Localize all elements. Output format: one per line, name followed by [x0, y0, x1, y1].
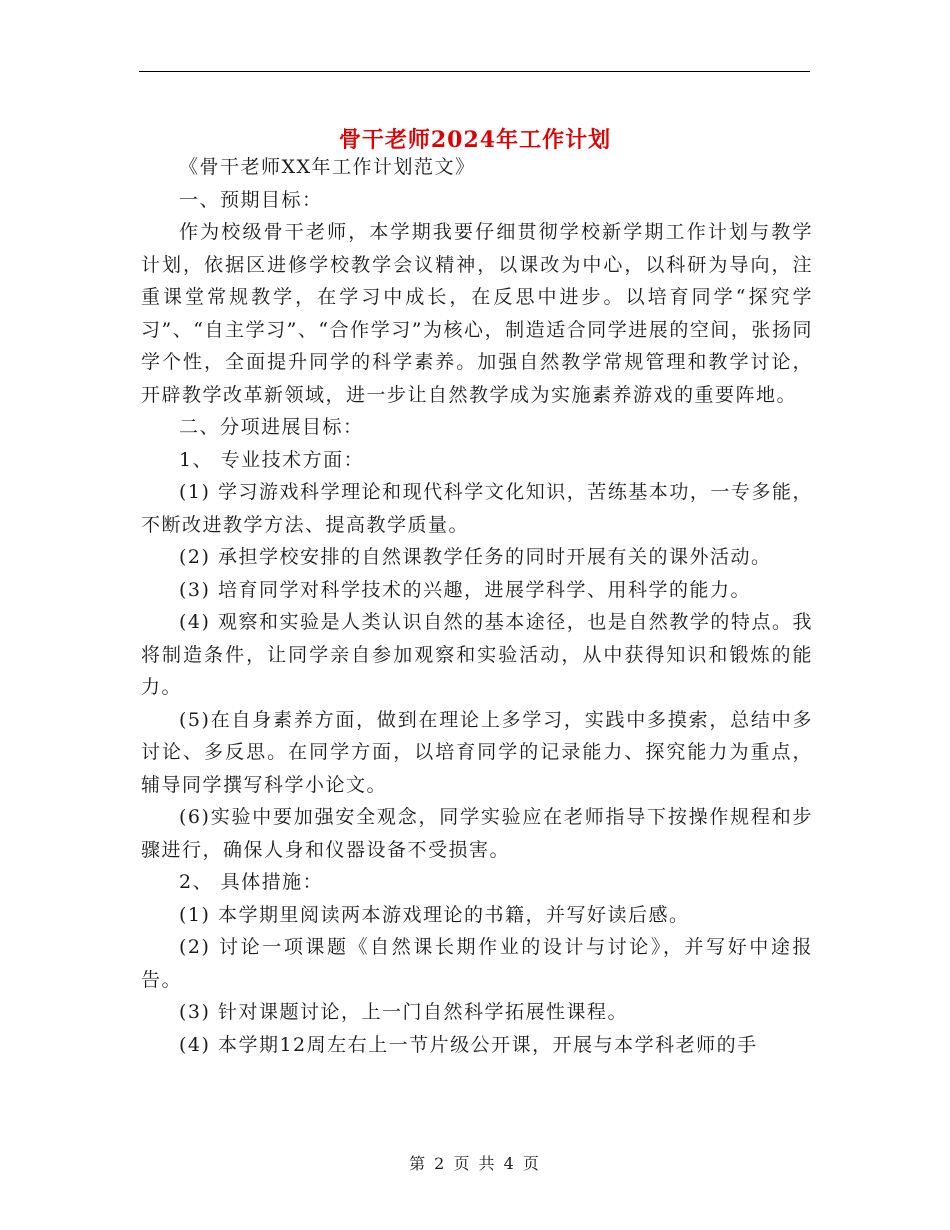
paragraph-measure-3: (3) 针对课题讨论，上一门自然科学拓展性课程。 — [179, 1001, 628, 1023]
paragraph-measure-1: (1) 本学期里阅读两本游戏理论的书籍，并写好读后感。 — [179, 903, 690, 926]
paragraph-measure-4: (4) 本学期12周左右上一节片级公开课，开展与本学科老师的手 — [179, 1033, 758, 1056]
paragraph-heading-sub-goals: 二、分项进展目标： — [179, 416, 364, 438]
paragraph-item-1: (1) 学习游戏科学理论和现代科学文化知识，苦练基本功，一专多能，不断改进教学方法、提高教学质量。 — [141, 481, 813, 536]
paragraph-heading-professional: 1、 专业技术方面： — [179, 448, 365, 471]
paragraph-item-6: (6)实验中要加强安全观念，同学实验应在老师指导下按操作规程和步骤进行，确保人身和仪器设备不受损害。 — [141, 806, 813, 861]
header-rule — [139, 71, 810, 72]
paragraph-goals-body: 作为校级骨干老师，本学期我要仔细贯彻学校新学期工作计划与教学计划，依据区进修学校教学会议精神，以课改为中心，以科研为导向，注重课堂常规教学，在学习中成长，在反思中进步。以培育同学“探究学习”、“自主学习”、“合作学习”为核心，制造适合同学进展的空间，张扬同学个性，全面提升同学的科学素养。加强自然教学常规管理和教学讨论，开辟教学改革新领域，进一步让自然教学成为实施素养游戏的重要阵地。 — [141, 221, 813, 406]
paragraph-subtitle: 《骨干老师XX年工作计划范文》 — [179, 156, 476, 178]
document-body — [141, 151, 813, 1061]
paragraph-heading-measures: 2、 具体措施： — [179, 871, 324, 893]
paragraph-item-4: (4) 观察和实验是人类认识自然的基本途径，也是自然教学的特点。我将制造条件，让同学亲自参加观察和实验活动，从中获得知识和锻炼的能力。 — [141, 611, 813, 698]
paragraph-item-2: (2) 承担学校安排的自然课教学任务的同时开展有关的课外活动。 — [179, 546, 772, 568]
paragraph-item-5: (5)在自身素养方面，做到在理论上多学习，实践中多摸索，总结中多讨论、多反思。在同学方面，以培育同学的记录能力、探究能力为重点，辅导同学撰写科学小论文。 — [141, 708, 813, 796]
page-number: 第 2 页 共 4 页 — [409, 1154, 541, 1173]
paragraph-item-3: (3) 培育同学对科学技术的兴趣，进展学科学、用科学的能力。 — [179, 578, 751, 601]
document-title: 骨干老师2024年工作计划 — [338, 126, 612, 153]
paragraph-measure-2: (2) 讨论一项课题《自然课长期作业的设计与讨论》，并写好中途报告。 — [141, 936, 813, 991]
paragraph-heading-goals: 一、预期目标： — [179, 188, 323, 211]
